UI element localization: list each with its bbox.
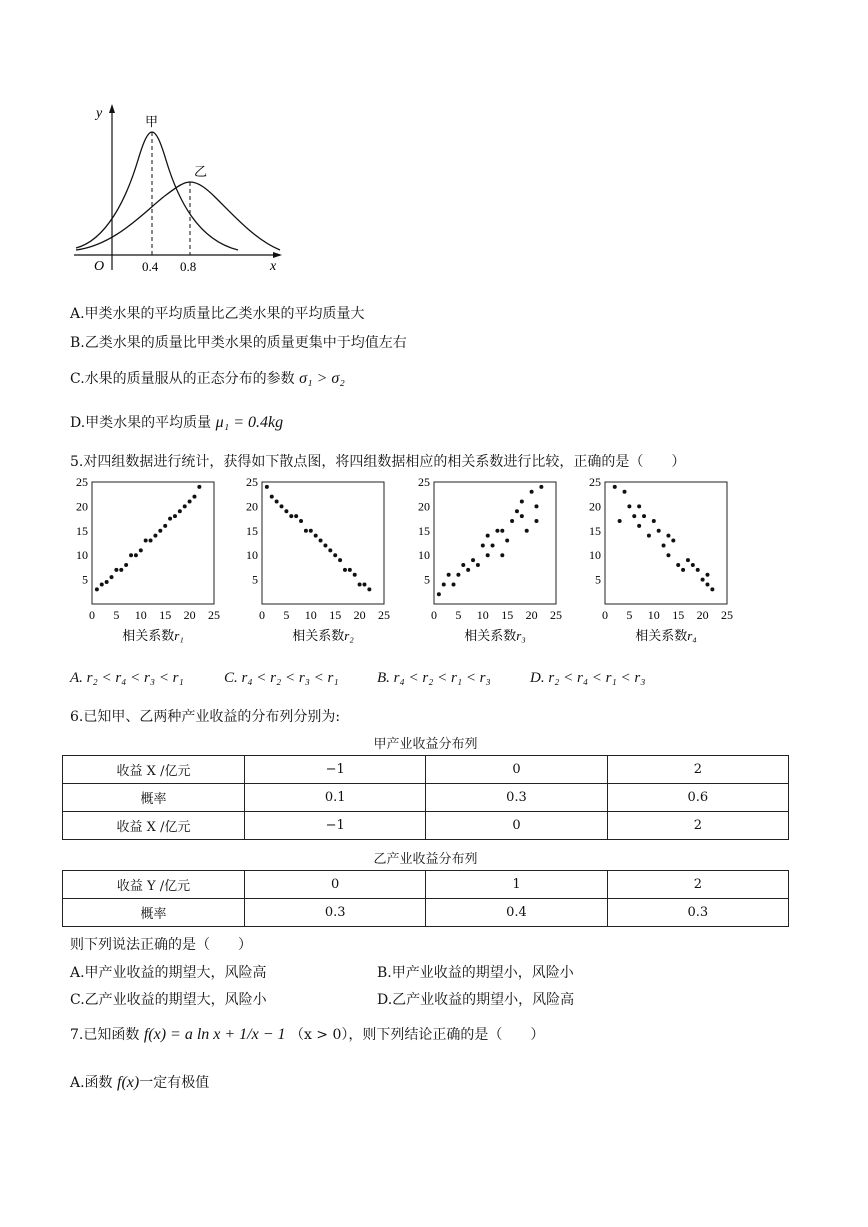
scatter-point <box>486 553 490 557</box>
scatter-point <box>437 592 441 596</box>
scatter-point <box>100 582 104 586</box>
scatter-point <box>686 558 690 562</box>
table-row <box>63 784 789 812</box>
x-tick-label: 25 <box>208 608 220 622</box>
x-tick-label: 15 <box>672 608 685 622</box>
scatter-point <box>500 529 504 533</box>
scatter-point <box>328 548 332 552</box>
value-cell: 0.3 <box>245 899 426 927</box>
scatter-plot-3 <box>410 476 584 668</box>
scatter-point <box>188 500 192 504</box>
x-tick-label: 20 <box>353 608 366 622</box>
q5-stem: 5.对四组数据进行统计，获得如下散点图，将四组数据相应的相关系数进行比较，正确的是（ ） <box>70 454 686 470</box>
scatter-point <box>452 582 456 586</box>
q4-option-a: A.甲类水果的平均质量比乙类水果的平均质量大 <box>70 306 365 322</box>
value-cell: 0 <box>426 812 607 840</box>
q7-condition: （x > 0） <box>289 1027 349 1043</box>
scatter-point <box>681 568 685 572</box>
scatter-point <box>447 573 451 577</box>
q6-option-a: A.甲产业收益的期望大，风险高 <box>70 965 267 981</box>
y-tick-label: 15 <box>589 523 601 538</box>
scatter-point <box>280 504 284 508</box>
scatter-point <box>520 500 524 504</box>
scatter-point <box>671 539 675 543</box>
plot-caption: 相关系数r₃ <box>464 628 526 644</box>
x-tick-label: 10 <box>476 608 489 622</box>
scatter-point <box>691 563 695 567</box>
q4-option-c-text: C.水果的质量服从的正态分布的参数 <box>70 371 295 387</box>
y-tick-label: 20 <box>76 499 88 514</box>
y-tick-label: 20 <box>418 499 430 514</box>
x-tick-label: 5 <box>113 608 120 622</box>
scatter-point <box>343 568 347 572</box>
scatter-point <box>183 504 187 508</box>
scatter-point <box>534 504 538 508</box>
scatter-point <box>525 529 529 533</box>
scatter-point <box>666 534 670 538</box>
scatter-point <box>666 553 670 557</box>
scatter-point <box>515 509 519 513</box>
value-cell: −1 <box>245 756 426 784</box>
q7-stem <box>70 1024 544 1044</box>
x-tick-label: 10 <box>134 608 147 622</box>
scatter-point <box>662 543 666 547</box>
x-tick-label: 10 <box>647 608 660 622</box>
scatter-point <box>284 509 288 513</box>
value-cell: 0.4 <box>426 899 607 927</box>
scatter-point <box>158 529 162 533</box>
q7-prefix: 7.已知函数 <box>70 1027 140 1043</box>
scatter-point <box>348 568 352 572</box>
x-tick-label: 25 <box>378 608 390 622</box>
scatter-point <box>173 514 177 518</box>
scatter-point <box>358 582 362 586</box>
scatter-point <box>647 534 651 538</box>
value-cell: 0 <box>245 871 426 899</box>
value-cell: 0.3 <box>607 899 788 927</box>
q6-question: 则下列说法正确的是（ ） <box>70 937 252 953</box>
y-tick-label: 5 <box>252 572 258 587</box>
scatter-point <box>333 553 337 557</box>
x-tick-label: 0 <box>259 608 265 622</box>
x-tick-label: 5 <box>626 608 633 622</box>
table-row <box>63 899 789 927</box>
scatter-point <box>627 504 631 508</box>
row-header-cell: 收益 X /亿元 <box>63 812 245 840</box>
scatter-point <box>119 568 123 572</box>
scatter-point <box>114 568 118 572</box>
x-tick-label: 15 <box>159 608 172 622</box>
curve-jia <box>76 132 238 250</box>
value-cell: 0.3 <box>426 784 607 812</box>
x-tick-label: 0 <box>431 608 437 622</box>
q4-option-d <box>70 412 283 432</box>
scatter-point <box>163 524 167 528</box>
scatter-point <box>168 517 172 521</box>
q4-option-c-math: σ₁ > σ₂ <box>299 370 345 387</box>
y-tick-label: 15 <box>418 523 430 538</box>
scatter-point <box>105 580 109 584</box>
curve-yi-label: 乙 <box>194 165 208 180</box>
scatter-plot-4 <box>581 476 755 668</box>
scatter-point <box>466 568 470 572</box>
value-cell: 0.6 <box>607 784 788 812</box>
x-tick-label: 0 <box>602 608 608 622</box>
origin-label: O <box>94 259 105 274</box>
value-cell: 2 <box>607 812 788 840</box>
q4-option-c <box>70 368 345 388</box>
scatter-point <box>129 553 133 557</box>
y-tick-label: 20 <box>246 499 258 514</box>
x-axis-label: x <box>270 259 277 274</box>
value-cell: 2 <box>607 756 788 784</box>
q4-option-d-math: μ₁ = 0.4kg <box>215 414 284 431</box>
q6-option-b: B.甲产业收益的期望小，风险小 <box>377 965 574 981</box>
scatter-point <box>613 485 617 489</box>
value-cell: 1 <box>426 871 607 899</box>
scatter-point <box>362 582 366 586</box>
scatter-point <box>309 529 313 533</box>
row-header-cell: 收益 X /亿元 <box>63 756 245 784</box>
q7-option-a-math: f(x) <box>117 1074 140 1091</box>
scatter-point <box>623 490 627 494</box>
scatter-point <box>299 519 303 523</box>
scatter-point <box>520 514 524 518</box>
q5-option-a: A. r₂ < r₄ < r₃ < r₁ <box>70 670 184 686</box>
scatter-point <box>642 514 646 518</box>
scatter-point <box>657 529 661 533</box>
scatter-point <box>294 514 298 518</box>
scatter-point <box>705 573 709 577</box>
y-axis-label: y <box>96 106 103 121</box>
scatter-point <box>632 514 636 518</box>
y-tick-label: 5 <box>424 572 430 587</box>
q6-option-d: D.乙产业收益的期望小，风险高 <box>377 992 575 1008</box>
scatter-point <box>476 563 480 567</box>
scatter-point <box>367 587 371 591</box>
scatter-plot-1 <box>68 476 242 668</box>
scatter-point <box>95 587 99 591</box>
table-row <box>63 871 789 899</box>
y-tick-label: 15 <box>76 523 88 538</box>
scatter-point <box>495 529 499 533</box>
q5-option-b: B. r₄ < r₂ < r₁ < r₃ <box>377 670 491 686</box>
scatter-point <box>486 534 490 538</box>
y-tick-label: 15 <box>246 523 258 538</box>
y-tick-label: 25 <box>418 476 430 489</box>
curve-jia-label: 甲 <box>145 115 159 130</box>
scatter-point <box>134 553 138 557</box>
scatter-point <box>442 582 446 586</box>
scatter-point <box>539 485 543 489</box>
x-tick-label: 15 <box>329 608 342 622</box>
x-tick-label: 10 <box>304 608 317 622</box>
y-tick-label: 25 <box>246 476 258 489</box>
scatter-point <box>192 495 196 499</box>
scatter-point <box>270 495 274 499</box>
y-tick-label: 20 <box>589 499 601 514</box>
q5-option-c: C. r₄ < r₂ < r₃ < r₁ <box>224 670 339 686</box>
q6-option-c: C.乙产业收益的期望大，风险小 <box>70 992 267 1008</box>
table-row <box>63 812 789 840</box>
scatter-point <box>481 543 485 547</box>
table-row <box>63 756 789 784</box>
x-tick-label: 5 <box>283 608 290 622</box>
scatter-point <box>500 553 504 557</box>
scatter-point <box>304 529 308 533</box>
scatter-point <box>637 504 641 508</box>
scatter-point <box>530 490 534 494</box>
q7-function: f(x) = a ln x + 1/x − 1 <box>143 1026 286 1043</box>
row-header-cell: 概率 <box>63 784 245 812</box>
scatter-point <box>461 563 465 567</box>
x-tick-label: 20 <box>525 608 538 622</box>
q4-option-b: B.乙类水果的质量比甲类水果的质量更集中于均值左右 <box>70 335 407 351</box>
scatter-point <box>110 575 114 579</box>
scatter-point <box>265 485 269 489</box>
scatter-point <box>676 563 680 567</box>
scatter-point <box>275 500 279 504</box>
x-tick-label: 5 <box>455 608 462 622</box>
scatter-point <box>710 587 714 591</box>
scatter-point <box>124 563 128 567</box>
value-cell: 0.1 <box>245 784 426 812</box>
scatter-point <box>618 519 622 523</box>
row-header-cell: 概率 <box>63 899 245 927</box>
scatter-point <box>319 539 323 543</box>
plot-frame <box>92 482 214 604</box>
scatter-point <box>178 509 182 513</box>
y-tick-label: 5 <box>82 572 88 587</box>
table2-title: 乙产业收益分布列 <box>373 852 478 867</box>
q6-stem: 6.已知甲、乙两种产业收益的分布列分别为: <box>70 709 341 725</box>
normal-curves-graph <box>66 100 286 280</box>
scatter-plot-2 <box>238 476 412 668</box>
scatter-point <box>696 568 700 572</box>
value-cell: 0 <box>426 756 607 784</box>
value-cell: −1 <box>245 812 426 840</box>
y-tick-label: 10 <box>246 548 258 563</box>
scatter-point <box>491 543 495 547</box>
scatter-point <box>705 582 709 586</box>
distribution-table-jia <box>62 755 789 840</box>
scatter-point <box>149 539 153 543</box>
value-cell: 2 <box>607 871 788 899</box>
plot-caption: 相关系数r₂ <box>292 628 354 644</box>
q7-option-a-suffix: 一定有极值 <box>139 1075 210 1091</box>
y-tick-label: 25 <box>76 476 88 489</box>
x-tick-label: 15 <box>501 608 514 622</box>
plot-caption: 相关系数r₄ <box>635 628 697 644</box>
scatter-point <box>701 578 705 582</box>
y-tick-label: 10 <box>589 548 601 563</box>
scatter-point <box>289 514 293 518</box>
tick-04: 0.4 <box>142 259 159 274</box>
x-tick-label: 25 <box>721 608 733 622</box>
x-tick-label: 0 <box>89 608 95 622</box>
x-tick-label: 25 <box>550 608 562 622</box>
scatter-point <box>314 534 318 538</box>
x-tick-label: 20 <box>183 608 196 622</box>
y-tick-label: 10 <box>418 548 430 563</box>
scatter-point <box>471 558 475 562</box>
plot-caption: 相关系数r₁ <box>122 628 184 644</box>
q7-option-a <box>70 1072 209 1092</box>
scatter-point <box>144 539 148 543</box>
scatter-point <box>353 573 357 577</box>
y-tick-label: 25 <box>589 476 601 489</box>
scatter-point <box>323 543 327 547</box>
scatter-point <box>197 485 201 489</box>
q5-option-d: D. r₂ < r₄ < r₁ < r₃ <box>530 670 646 686</box>
distribution-table-yi <box>62 870 789 927</box>
y-tick-label: 10 <box>76 548 88 563</box>
scatter-point <box>153 534 157 538</box>
scatter-point <box>652 519 656 523</box>
scatter-point <box>505 539 509 543</box>
q7-suffix: ，则下列结论正确的是（ ） <box>348 1027 545 1043</box>
scatter-point <box>139 548 143 552</box>
x-tick-label: 20 <box>696 608 709 622</box>
scatter-point <box>456 573 460 577</box>
q7-option-a-prefix: A.函数 <box>70 1075 113 1091</box>
row-header-cell: 收益 Y /亿元 <box>63 871 245 899</box>
scatter-point <box>510 519 514 523</box>
scatter-point <box>534 519 538 523</box>
tick-08: 0.8 <box>180 259 197 274</box>
y-tick-label: 5 <box>595 572 601 587</box>
q4-option-d-text: D.甲类水果的平均质量 <box>70 415 212 431</box>
table1-title: 甲产业收益分布列 <box>373 737 478 752</box>
scatter-point <box>637 524 641 528</box>
scatter-point <box>338 558 342 562</box>
